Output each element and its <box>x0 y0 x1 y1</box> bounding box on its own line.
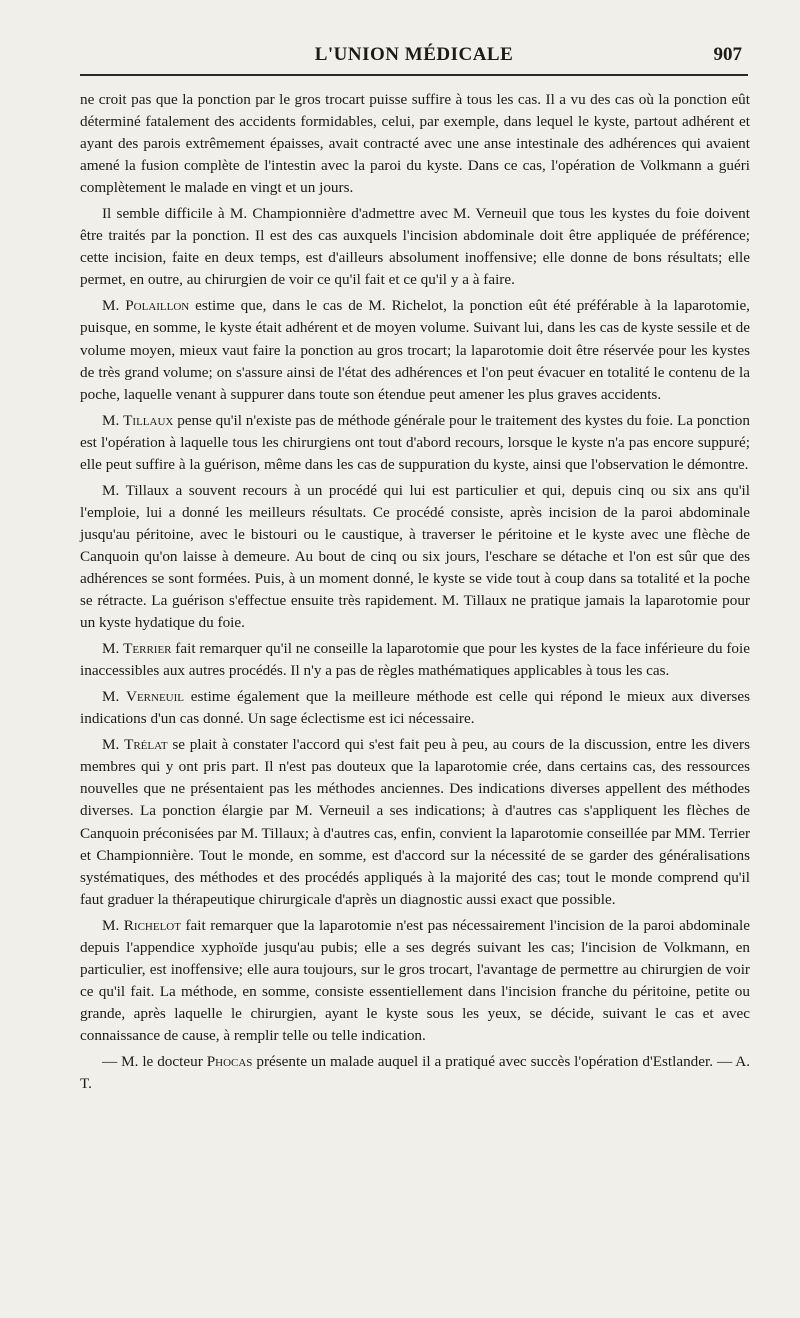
page-number: 907 <box>713 44 742 65</box>
paragraph-text: ne croit pas que la ponction par le gros trocart puisse suffire à tous les cas. Il a vu des cas où la ponction eût déterminé fatalement des accidents formidables, celui, par exemple, dans lequel le kyste, partout adhérent et ayant des parois extrêmement épaisses, avait contracté avec une anse intestinale des adhérences qui avaient amené la fusion complète de l'intestin avec la paroi du kyste. Dans ce cas, l'opération de Volkmann a guéri complètement le malade en vingt et un jours. <box>80 91 750 197</box>
paragraph-text: fait remarquer que la laparotomie n'est pas nécessairement l'incision de la paroi abdominale depuis l'appendice xyphoïde jusqu'au pubis; elle a ses degrés suivant les cas; l'incision de Volkmann, en particulier, est inoffensive; elle aura toujours, sur le gros trocart, l'avantage de permettre au chirurgien de voir ce qu'il fait. La méthode, en somme, consiste essentiellement dans l'incision franche du péritoine, petite ou grande, après laquelle le chirurgien, ayant le kyste sous les yeux, se décide, suivant le cas et avec connaissance de cause, à remplir telle ou telle indication. <box>80 916 750 1044</box>
page-header <box>80 40 748 76</box>
speaker-prefix: M. <box>102 736 125 754</box>
speaker-name: Terrier <box>123 640 172 658</box>
paragraph-text: M. Tillaux a souvent recours à un procédé qui lui est particulier et qui, depuis cinq ou six ans qu'il l'emploie, lui a donné les meilleurs résultats. Ce procédé consiste, après incision de la paroi abdominale jusqu'au péritoine, avec le bistouri ou le caustique, à traverser le péritoine et le kyste avec une flèche de Canquoin qu'on laisse à demeure. Au bout de cinq ou six jours, l'eschare se détache et l'on est sûr que des adhérences se sont formées. Puis, à un moment donné, le kyste se vide tout à coup dans sa totalité et la poche se rétracte. La guérison s'effectue ensuite très rapidement. M. Tillaux ne pratique jamais la laparotomie pour un kyste hydatique du foie. <box>80 481 750 632</box>
paragraph-trelat <box>80 734 750 910</box>
header-rule <box>80 74 748 76</box>
paragraph-text: fait remarquer qu'il ne conseille la laparotomie que pour les kystes de la face inférieure du foie inaccessibles aux autres procédés. Il n'y a pas de règles mathématiques applicables à tous les cas. <box>80 640 750 680</box>
paragraph-verneuil <box>80 686 750 730</box>
paragraph-text: pense qu'il n'existe pas de méthode générale pour le traitement des kystes du foie. La ponction est l'opération à laquelle tous les chirurgiens ont tout d'abord recours, lorsque le kyste n'a pas encore suppuré; elle peut suffire à la guérison, même dans les cas de suppuration du kyste, ainsi que l'observation le démontre. <box>80 411 750 473</box>
paragraph-terrier <box>80 638 750 682</box>
paragraph-text: se plait à constater l'accord qui s'est fait peu à peu, au cours de la discussion, entre les divers membres qui y ont pris part. Il n'est pas douteux que la laparotomie crée, dans certains cas, des ressources nouvelles que ne présentaient pas les méthodes anciennes. Des indications diverses appellent des méthodes diverses. La ponction élargie par M. Verneuil a ses indications; à d'autres cas s'appliquent les flèches de Canquoin préconisées par M. Tillaux; à d'autres cas, enfin, convient la laparotomie conseillée par MM. Terrier et Championnière. Tout le monde, en somme, est d'accord sur la nécessité de se garder des généralisations systématiques, des méthodes et des procédés appliqués à la majorité des cas; tout le monde comprend qu'il faut graduer la thérapeutique chirurgicale d'après un diagnostic aussi exact que possible. <box>80 736 750 908</box>
paragraph-text: estime que, dans le cas de M. Richelot, la ponction eût été préférable à la laparotomie, puisque, en somme, le kyste était adhérent et de moyen volume. Suivant lui, dans les cas de kyste sessile et de volume moyen, mieux vaut faire la ponction au gros trocart; la laparotomie doit être réservée pour les kystes de très grand volume; on s'assure ainsi de l'état des adhérences et l'on peut évacuer en totalité le contenu de la poche, laquelle venant à suppurer dans toute son étendue peut amener les plus graves accidents. <box>80 297 750 403</box>
paragraph-2 <box>80 203 750 291</box>
speaker-prefix: M. <box>102 297 126 315</box>
speaker-name: Tillaux <box>123 411 174 429</box>
paragraph-text: Il semble difficile à M. Championnière d'admettre avec M. Verneuil que tous les kystes du foie doivent être traités par la ponction. Il est des cas auxquels l'incision abdominale doit être appliquée de préférence; cette incision, faite en deux temps, est d'ailleurs absolument inoffensive; elle donne de bons résultats; elle permet, en outre, au chirurgien de voir ce qu'il fait et ce qu'il y a à faire. <box>80 205 750 289</box>
paragraph-tillaux-procedure <box>80 480 750 634</box>
speaker-prefix: M. <box>102 411 124 429</box>
speaker-name: Phocas <box>206 1052 253 1070</box>
speaker-name: Verneuil <box>126 688 185 706</box>
paragraph-tillaux <box>80 410 750 476</box>
running-head: L'UNION MÉDICALE <box>314 44 514 65</box>
paragraph-phocas <box>80 1051 750 1095</box>
paragraph-text: estime également que la meilleure méthode est celle qui répond le mieux aux diverses indications d'un cas donné. Un sage éclectisme est ici nécessaire. <box>80 688 750 728</box>
paragraph-richelot <box>80 915 750 1047</box>
paragraph-1 <box>80 89 750 199</box>
speaker-prefix: M. <box>102 916 124 934</box>
speaker-name: Richelot <box>123 916 181 934</box>
article-body <box>80 89 750 1099</box>
speaker-name: Polaillon <box>125 297 190 315</box>
speaker-prefix: M. <box>102 640 124 658</box>
speaker-prefix: — M. le docteur <box>102 1052 207 1070</box>
paragraph-polaillon <box>80 295 750 405</box>
speaker-prefix: M. <box>102 688 126 706</box>
speaker-name: Trélat <box>124 736 168 754</box>
paragraph-text: présente un malade auquel il a pratiqué avec succès l'opération d'Estlander. — A. T. <box>80 1052 750 1093</box>
